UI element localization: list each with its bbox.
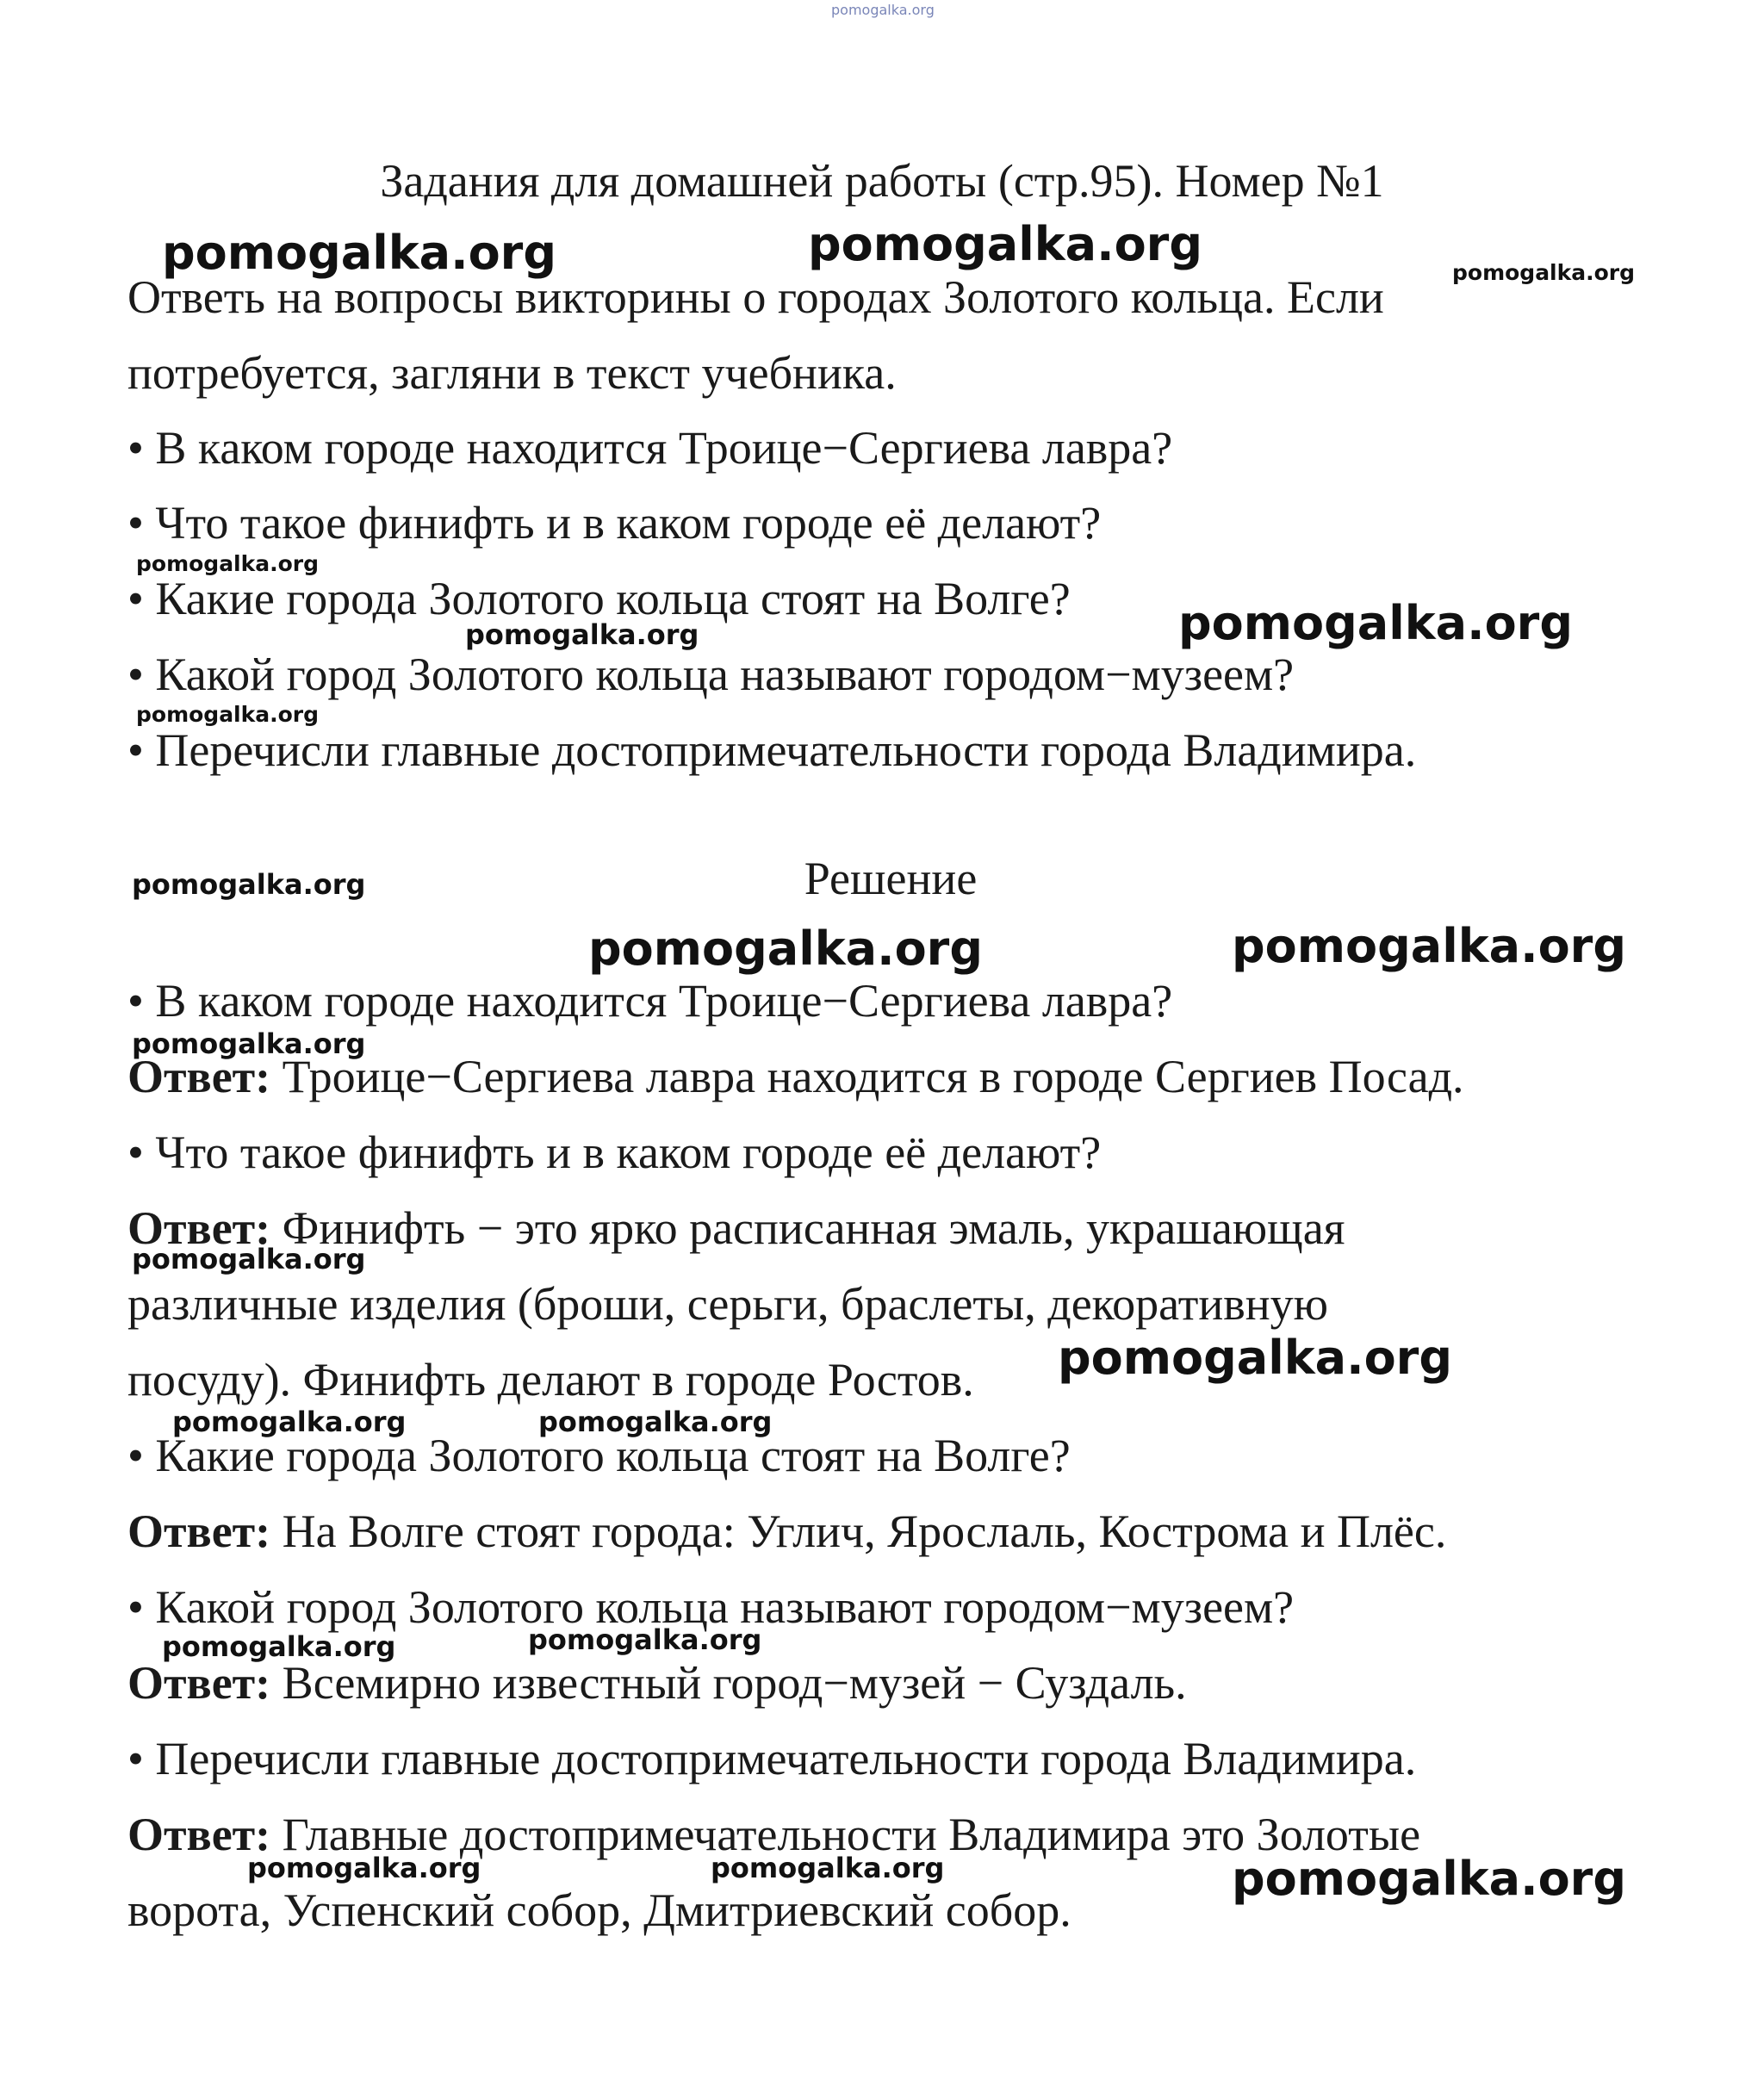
watermark: pomogalka.org xyxy=(1452,260,1636,285)
answer-label: Ответ: xyxy=(127,1505,271,1557)
watermark: pomogalka.org xyxy=(1232,1852,1626,1906)
answer-text: Всемирно известный город−музей − Суздаль. xyxy=(282,1657,1187,1709)
solution-heading: Решение xyxy=(804,853,978,904)
task-question: • Что такое финифть и в каком городе её делают? xyxy=(127,497,1102,549)
answer-label: Ответ: xyxy=(127,1657,271,1709)
solution-answer-continued: различные изделия (броши, серьги, браслеты, декоративную xyxy=(127,1278,1328,1330)
solution-question: • Перечисли главные достопримечательности города Владимира. xyxy=(127,1733,1417,1784)
watermark: pomogalka.org xyxy=(465,618,699,651)
answer-text: На Волге стоят города: Углич, Ярослаль, Кострома и Плёс. xyxy=(282,1505,1447,1557)
watermark: pomogalka.org xyxy=(132,1027,366,1060)
task-question: • Какой город Золотого кольца называют городом−музеем? xyxy=(127,649,1295,700)
watermark: pomogalka.org xyxy=(162,226,556,280)
solution-answer-continued: посуду). Финифть делают в городе Ростов. xyxy=(127,1354,974,1406)
answer-label: Ответ: xyxy=(127,1051,271,1102)
watermark: pomogalka.org xyxy=(538,1406,773,1438)
answer-text: Главные достопримечательности Владимира это Золотые xyxy=(282,1809,1421,1860)
watermark: pomogalka.org xyxy=(588,922,983,976)
watermark: pomogalka.org xyxy=(136,551,320,576)
task-intro-line: Ответь на вопросы викторины о городах Золотого кольца. Если xyxy=(127,271,1384,323)
watermark: pomogalka.org xyxy=(132,1243,366,1275)
task-intro-line: потребуется, загляни в текст учебника. xyxy=(127,347,897,399)
watermark: pomogalka.org xyxy=(172,1406,407,1438)
watermark: pomogalka.org xyxy=(528,1623,762,1656)
solution-question: • Что такое финифть и в каком городе её делают? xyxy=(127,1126,1102,1178)
watermark: pomogalka.org xyxy=(1058,1331,1452,1385)
answer-text: Троице−Сергиева лавра находится в городе Сергиев Посад. xyxy=(282,1051,1464,1102)
answer-label: Ответ: xyxy=(127,1809,271,1860)
watermark: pomogalka.org xyxy=(808,217,1202,271)
answer-text: Финифть − это ярко расписанная эмаль, украшающая xyxy=(282,1202,1345,1254)
solution-answer xyxy=(127,1501,1661,1561)
watermark: pomogalka.org xyxy=(162,1630,396,1663)
watermark: pomogalka.org xyxy=(136,702,320,727)
solution-answer-continued: ворота, Успенский собор, Дмитриевский собор. xyxy=(127,1884,1071,1936)
header-watermark: pomogalka.org xyxy=(831,2,935,18)
task-question: • Какие города Золотого кольца стоят на Волге? xyxy=(127,573,1071,624)
watermark: pomogalka.org xyxy=(132,868,366,901)
task-question: • В каком городе находится Троице−Сергиева лавра? xyxy=(127,422,1173,474)
solution-question: • В каком городе находится Троице−Сергиева лавра? xyxy=(127,975,1173,1027)
task-question: • Перечисли главные достопримечательности города Владимира. xyxy=(127,724,1417,776)
solution-question: • Какие города Золотого кольца стоят на Волге? xyxy=(127,1430,1071,1481)
watermark: pomogalka.org xyxy=(1232,919,1626,973)
answer-label: Ответ: xyxy=(127,1202,271,1254)
watermark: pomogalka.org xyxy=(247,1852,481,1884)
watermark: pomogalka.org xyxy=(1178,596,1573,650)
watermark: pomogalka.org xyxy=(711,1852,945,1884)
page-title: Задания для домашней работы (стр.95). Номер №1 xyxy=(380,155,1384,207)
solution-question: • Какой город Золотого кольца называют городом−музеем? xyxy=(127,1581,1295,1633)
